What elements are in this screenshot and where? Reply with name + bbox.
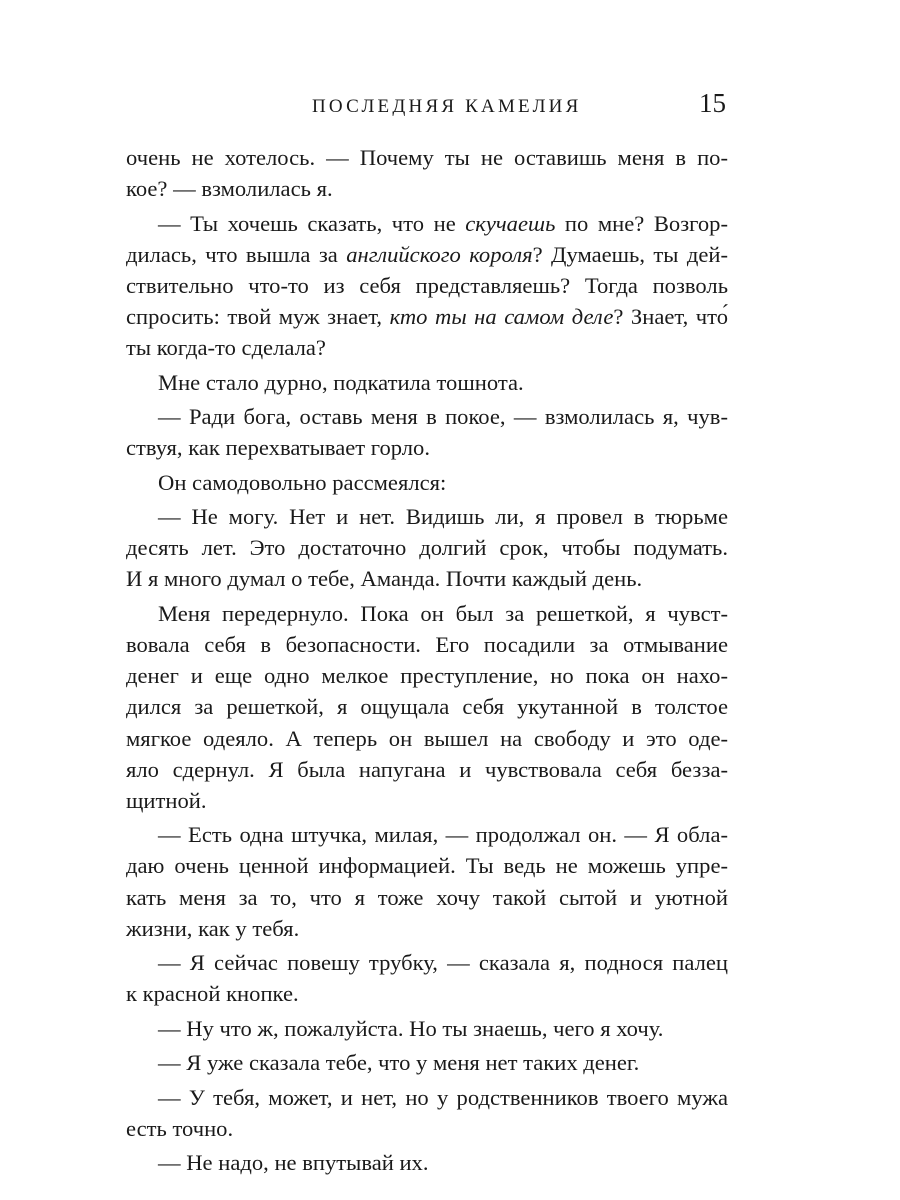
text-line: — Ради бога, оставь меня в покое, — взмолилась я, чув- <box>158 404 728 430</box>
text-line: спросить: твой муж знает, кто ты на самом деле? Знает, что́ <box>126 304 728 330</box>
text-line: щитной. <box>126 787 207 813</box>
text-line: — Я уже сказала тебе, что у меня нет таких денег. <box>158 1050 640 1076</box>
text-line: — Не могу. Нет и нет. Видишь ли, я провел в тюрьме <box>158 504 728 529</box>
text-line: денег и еще одно мелкое преступление, но пока он нахо- <box>126 663 728 689</box>
text-line: Он самодовольно рассмеялся: <box>158 469 447 495</box>
italic-text: английского короля <box>346 241 533 267</box>
text-line: есть точно. <box>126 1115 234 1141</box>
text-line: — Ты хочешь сказать, что не скучаешь по мне? Возгор- <box>158 210 728 236</box>
text-line: дилась, что вышла за английского короля? Думаешь, ты дей- <box>126 241 728 267</box>
text-line: вовала себя в безопасности. Его посадили за отмывание <box>126 631 728 657</box>
text-line: очень не хотелось. — Почему ты не оставишь меня в по- <box>126 145 728 170</box>
text-line: — Есть одна штучка, милая, — продолжал он. — Я обла- <box>158 822 728 848</box>
text-line: дился за решеткой, я ощущала себя укутанной в толстое <box>126 694 728 720</box>
text-line: ты когда-то сделала? <box>126 335 326 361</box>
text-line: — Ну что ж, пожалуйста. Но ты знаешь, чего я хочу. <box>158 1015 664 1041</box>
text-line: жизни, как у тебя. <box>126 915 300 941</box>
text-line: мягкое одеяло. А теперь он вышел на свободу и это оде- <box>126 725 728 751</box>
body-text <box>126 142 728 1178</box>
italic-text: кто ты на самом деле <box>389 304 614 330</box>
text-line: к красной кнопке. <box>126 981 299 1007</box>
text-line: Мне стало дурно, подкатила тошнота. <box>158 369 524 395</box>
text-line: десять лет. Это достаточно долгий срок, чтобы подумать. <box>126 535 728 561</box>
text-line: даю очень ценной информацией. Ты ведь не можешь упре- <box>126 853 728 879</box>
text-line: — У тебя, может, и нет, но у родственников твоего мужа <box>158 1084 728 1110</box>
text-line: И я много думал о тебе, Аманда. Почти каждый день. <box>126 566 643 592</box>
text-line: — Не надо, не впутывай их. <box>158 1150 429 1176</box>
text-line: кать меня за то, что я тоже хочу такой сытой и уютной <box>126 884 728 910</box>
text-line: яло сдернул. Я была напугана и чувствовала себя безза- <box>126 756 728 782</box>
page-number: 15 <box>699 88 726 118</box>
text-line: — Я сейчас повешу трубку, — сказала я, поднося палец <box>158 950 728 976</box>
text-line: Меня передернуло. Пока он был за решеткой, я чувст- <box>158 600 728 626</box>
text-line: ствительно что-то из себя представляешь? Тогда позволь <box>126 272 728 298</box>
text-line: кое? — взмолилась я. <box>126 176 333 202</box>
italic-text: скучаешь <box>465 210 556 236</box>
running-head <box>126 88 726 128</box>
text-line: ствуя, как перехватывает горло. <box>126 435 430 461</box>
running-title: ПОСЛЕДНЯЯ КАМЕЛИЯ <box>312 96 582 117</box>
